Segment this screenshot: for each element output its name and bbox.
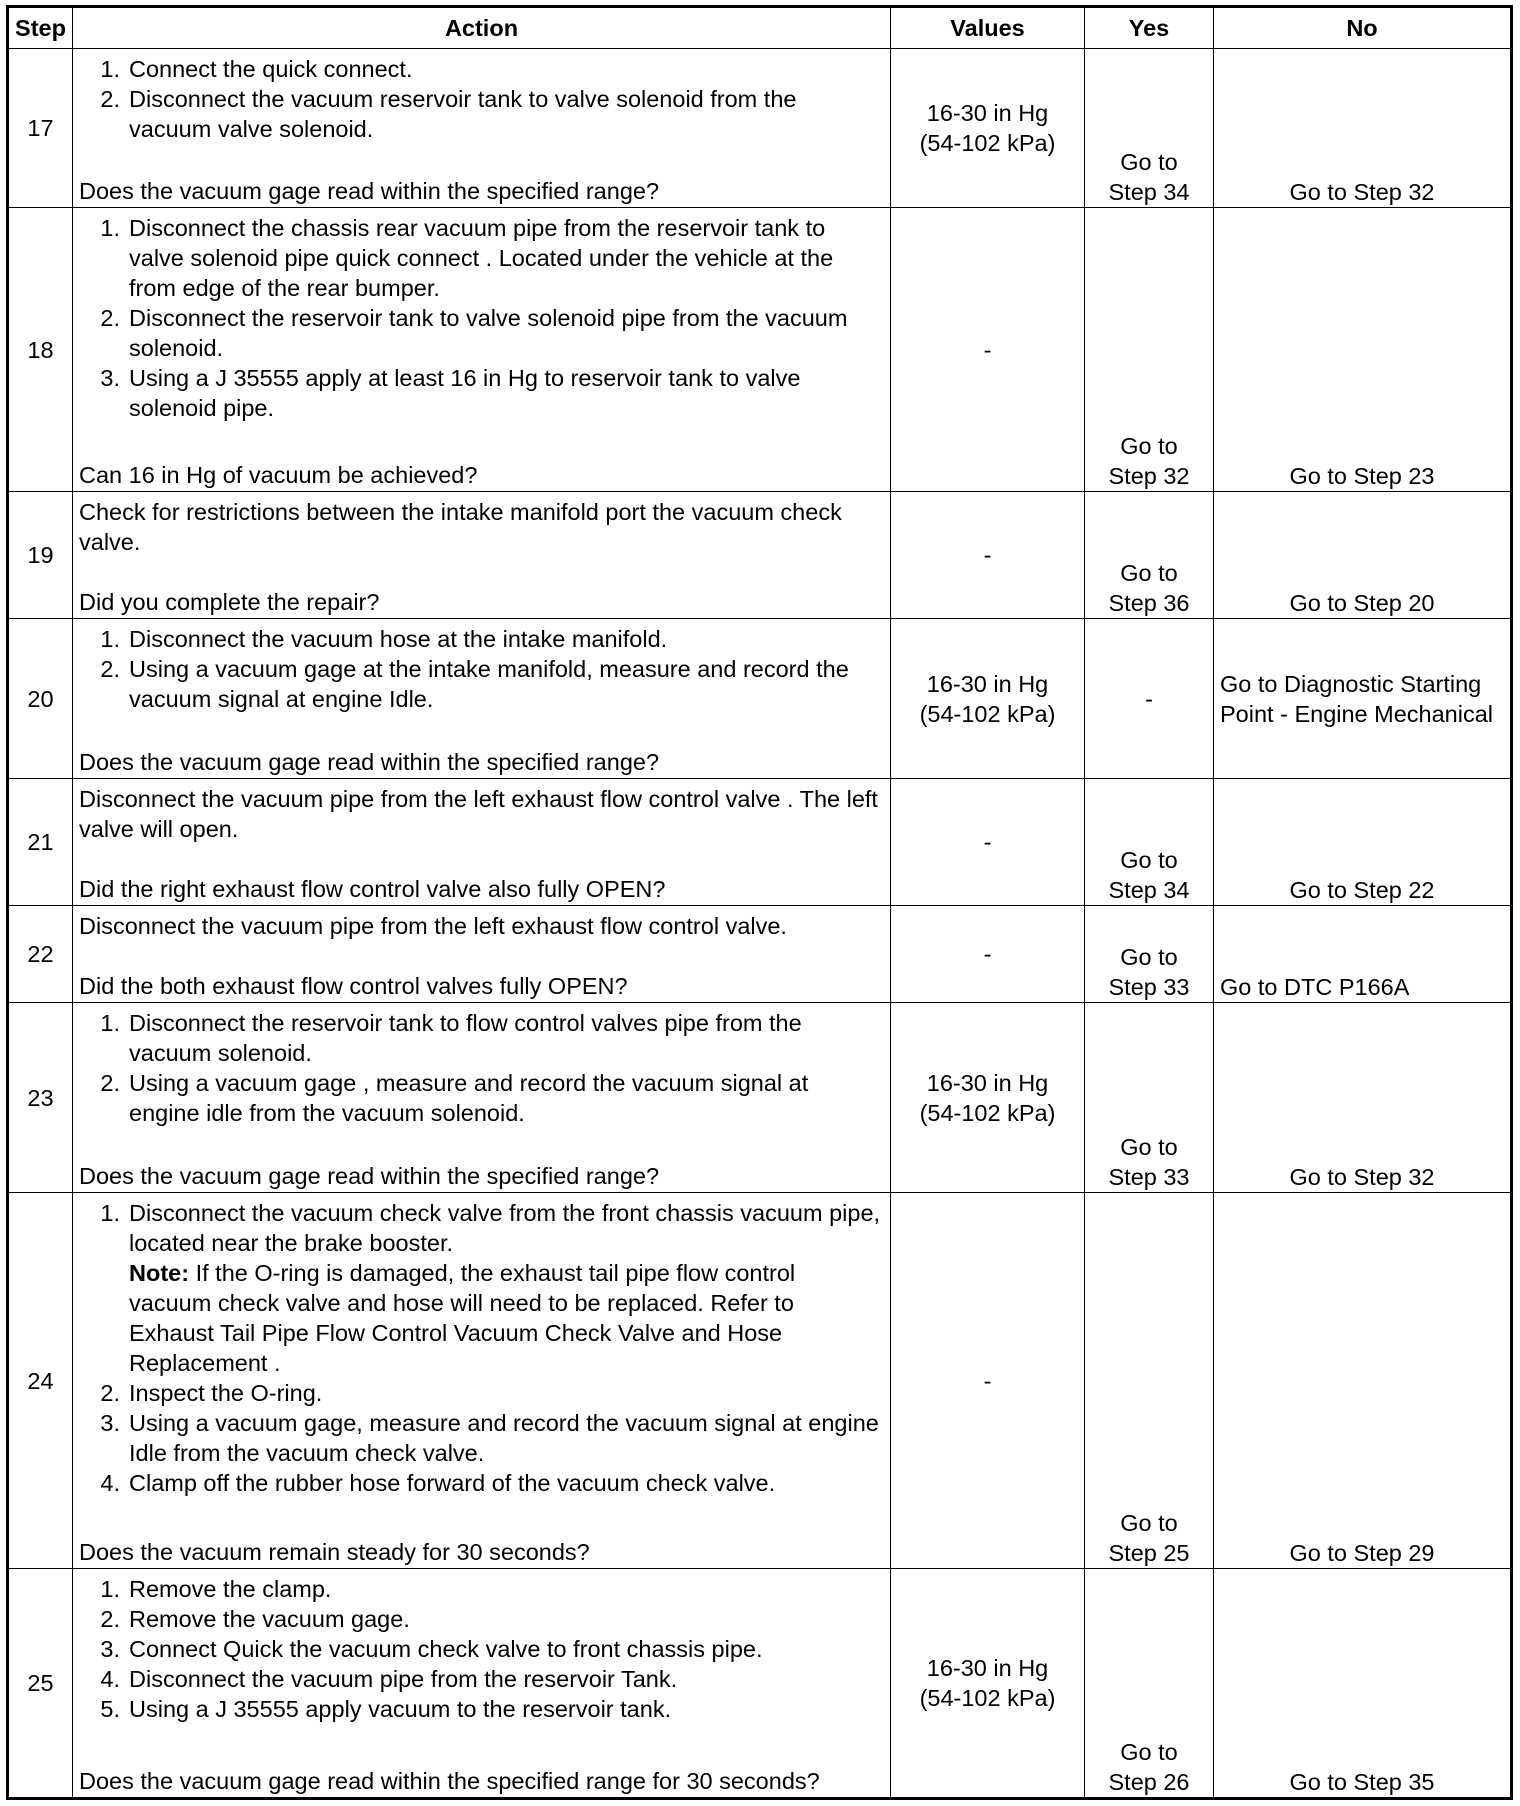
no-cell: Go to Step 22 bbox=[1214, 779, 1512, 906]
table-row bbox=[8, 208, 1512, 492]
values-cell: - bbox=[891, 779, 1085, 906]
action-step: 2. Remove the vacuum gage. bbox=[100, 1606, 410, 1632]
no-cell: Go to Step 29 bbox=[1214, 1193, 1512, 1569]
action-steps bbox=[79, 1008, 882, 1128]
action-step: 2. Inspect the O-ring. bbox=[100, 1380, 323, 1406]
yes-cell: Go to Step 32 bbox=[1085, 208, 1214, 492]
action-cell bbox=[73, 779, 891, 906]
values-cell: - bbox=[891, 492, 1085, 619]
yes-cell: Go to Step 26 bbox=[1085, 1569, 1214, 1799]
action-step: 1. Remove the clamp. bbox=[100, 1576, 332, 1602]
action-cell bbox=[73, 492, 891, 619]
values-cell: 16-30 in Hg (54-102 kPa) bbox=[891, 1569, 1085, 1799]
yes-cell: Go to Step 34 bbox=[1085, 49, 1214, 208]
yes-cell: Go to Step 25 bbox=[1085, 1193, 1214, 1569]
header-row bbox=[8, 7, 1512, 49]
action-cell bbox=[73, 1193, 891, 1569]
action-step: 4. Disconnect the vacuum pipe from the reservoir Tank. bbox=[100, 1666, 678, 1692]
action-step: 2. Disconnect the vacuum reservoir tank to valve solenoid from the vacuum valve solenoid. bbox=[100, 86, 797, 142]
action-steps bbox=[79, 1198, 882, 1498]
action-text: Disconnect the vacuum pipe from the left exhaust flow control valve . The left valve will open. bbox=[79, 786, 878, 842]
action-question: Does the vacuum remain steady for 30 seconds? bbox=[79, 1539, 590, 1565]
action-question: Does the vacuum gage read within the specified range for 30 seconds? bbox=[79, 1768, 820, 1794]
action-step: 3. Using a J 35555 apply at least 16 in Hg to reservoir tank to valve solenoid pipe. bbox=[100, 365, 801, 421]
header-no: No bbox=[1214, 7, 1512, 49]
action-question: Does the vacuum gage read within the specified range? bbox=[79, 1163, 660, 1189]
step-number: 17 bbox=[8, 49, 73, 208]
values-cell: 16-30 in Hg (54-102 kPa) bbox=[891, 619, 1085, 779]
action-question: Does the vacuum gage read within the specified range? bbox=[79, 749, 660, 775]
no-cell: Go to DTC P166A bbox=[1214, 906, 1512, 1003]
yes-cell: Go to Step 33 bbox=[1085, 1003, 1214, 1193]
action-step: 1. Disconnect the vacuum hose at the intake manifold. bbox=[100, 626, 668, 652]
note-text: If the O-ring is damaged, the exhaust tail pipe flow control vacuum check valve and hose will need to be replaced. Refer to Exhaust Tail Pipe Flow Control Vacuum Check Valve and Hose Replacement . bbox=[129, 1260, 796, 1376]
action-step: 3. Connect Quick the vacuum check valve to front chassis pipe. bbox=[100, 1636, 763, 1662]
yes-cell: Go to Step 33 bbox=[1085, 906, 1214, 1003]
diagnostic-table bbox=[6, 5, 1513, 1800]
action-cell bbox=[73, 1569, 891, 1799]
step-number: 20 bbox=[8, 619, 73, 779]
action-cell bbox=[73, 208, 891, 492]
action-steps bbox=[79, 1574, 882, 1724]
action-step: 2. Using a vacuum gage , measure and record the vacuum signal at engine idle from the vacuum solenoid. bbox=[100, 1070, 809, 1126]
values-cell: - bbox=[891, 1193, 1085, 1569]
step-number: 23 bbox=[8, 1003, 73, 1193]
header-action: Action bbox=[73, 7, 891, 49]
step-number: 22 bbox=[8, 906, 73, 1003]
table-row bbox=[8, 1003, 1512, 1193]
action-steps bbox=[79, 54, 882, 144]
action-question: Can 16 in Hg of vacuum be achieved? bbox=[79, 462, 478, 488]
no-cell: Go to Diagnostic Starting Point - Engine Mechanical bbox=[1214, 619, 1512, 779]
yes-cell: - bbox=[1085, 619, 1214, 779]
header-yes: Yes bbox=[1085, 7, 1214, 49]
action-steps bbox=[79, 213, 882, 423]
action-step: 1. Connect the quick connect. bbox=[100, 56, 413, 82]
no-cell: Go to Step 20 bbox=[1214, 492, 1512, 619]
step-number: 19 bbox=[8, 492, 73, 619]
values-cell: - bbox=[891, 906, 1085, 1003]
action-text: Disconnect the vacuum pipe from the left exhaust flow control valve. bbox=[79, 913, 787, 939]
action-step: 1. Disconnect the reservoir tank to flow control valves pipe from the vacuum solenoid. bbox=[100, 1010, 802, 1066]
table-row bbox=[8, 906, 1512, 1003]
action-step: 4. Clamp off the rubber hose forward of the vacuum check valve. bbox=[100, 1470, 776, 1496]
action-cell bbox=[73, 906, 891, 1003]
note-label: Note: bbox=[129, 1260, 190, 1286]
yes-cell: Go to Step 36 bbox=[1085, 492, 1214, 619]
table-row bbox=[8, 1193, 1512, 1569]
action-step: 1. Disconnect the chassis rear vacuum pipe from the reservoir tank to valve solenoid pipe quick connect . Located under the vehicle at the from edge of the rear bumper. bbox=[100, 215, 834, 301]
action-cell bbox=[73, 49, 891, 208]
yes-cell: Go to Step 34 bbox=[1085, 779, 1214, 906]
values-cell: 16-30 in Hg (54-102 kPa) bbox=[891, 1003, 1085, 1193]
action-cell bbox=[73, 619, 891, 779]
table-row bbox=[8, 779, 1512, 906]
values-cell: - bbox=[891, 208, 1085, 492]
table-row bbox=[8, 492, 1512, 619]
no-cell: Go to Step 23 bbox=[1214, 208, 1512, 492]
table-row bbox=[8, 49, 1512, 208]
step-number: 18 bbox=[8, 208, 73, 492]
action-step: 1. Disconnect the vacuum check valve from the front chassis vacuum pipe, located near the brake booster. Note: If the O-ring is damaged, the exhaust tail pipe flow control vacuum check valve and hose will need to be replaced. Refer to Exhaust Tail Pipe Flow Control Vacuum Check Valve and Hose Replacement . bbox=[100, 1200, 881, 1376]
header-step: Step bbox=[8, 7, 73, 49]
action-step: 2. Disconnect the reservoir tank to valve solenoid pipe from the vacuum solenoid. bbox=[100, 305, 848, 361]
action-steps bbox=[79, 624, 882, 714]
action-text: Check for restrictions between the intake manifold port the vacuum check valve. bbox=[79, 499, 842, 555]
table-row bbox=[8, 1569, 1512, 1799]
action-question: Does the vacuum gage read within the specified range? bbox=[79, 178, 660, 204]
action-question: Did the both exhaust flow control valves fully OPEN? bbox=[79, 973, 628, 999]
action-step: 5. Using a J 35555 apply vacuum to the reservoir tank. bbox=[100, 1696, 672, 1722]
no-cell: Go to Step 35 bbox=[1214, 1569, 1512, 1799]
header-values: Values bbox=[891, 7, 1085, 49]
step-number: 25 bbox=[8, 1569, 73, 1799]
table-row bbox=[8, 619, 1512, 779]
no-cell: Go to Step 32 bbox=[1214, 49, 1512, 208]
no-cell: Go to Step 32 bbox=[1214, 1003, 1512, 1193]
step-number: 21 bbox=[8, 779, 73, 906]
action-question: Did you complete the repair? bbox=[79, 589, 380, 615]
action-question: Did the right exhaust flow control valve also fully OPEN? bbox=[79, 876, 666, 902]
action-step: 3. Using a vacuum gage, measure and record the vacuum signal at engine Idle from the vacuum check valve. bbox=[100, 1410, 879, 1466]
action-step: 2. Using a vacuum gage at the intake manifold, measure and record the vacuum signal at engine Idle. bbox=[100, 656, 849, 712]
action-cell bbox=[73, 1003, 891, 1193]
values-cell: 16-30 in Hg (54-102 kPa) bbox=[891, 49, 1085, 208]
step-number: 24 bbox=[8, 1193, 73, 1569]
